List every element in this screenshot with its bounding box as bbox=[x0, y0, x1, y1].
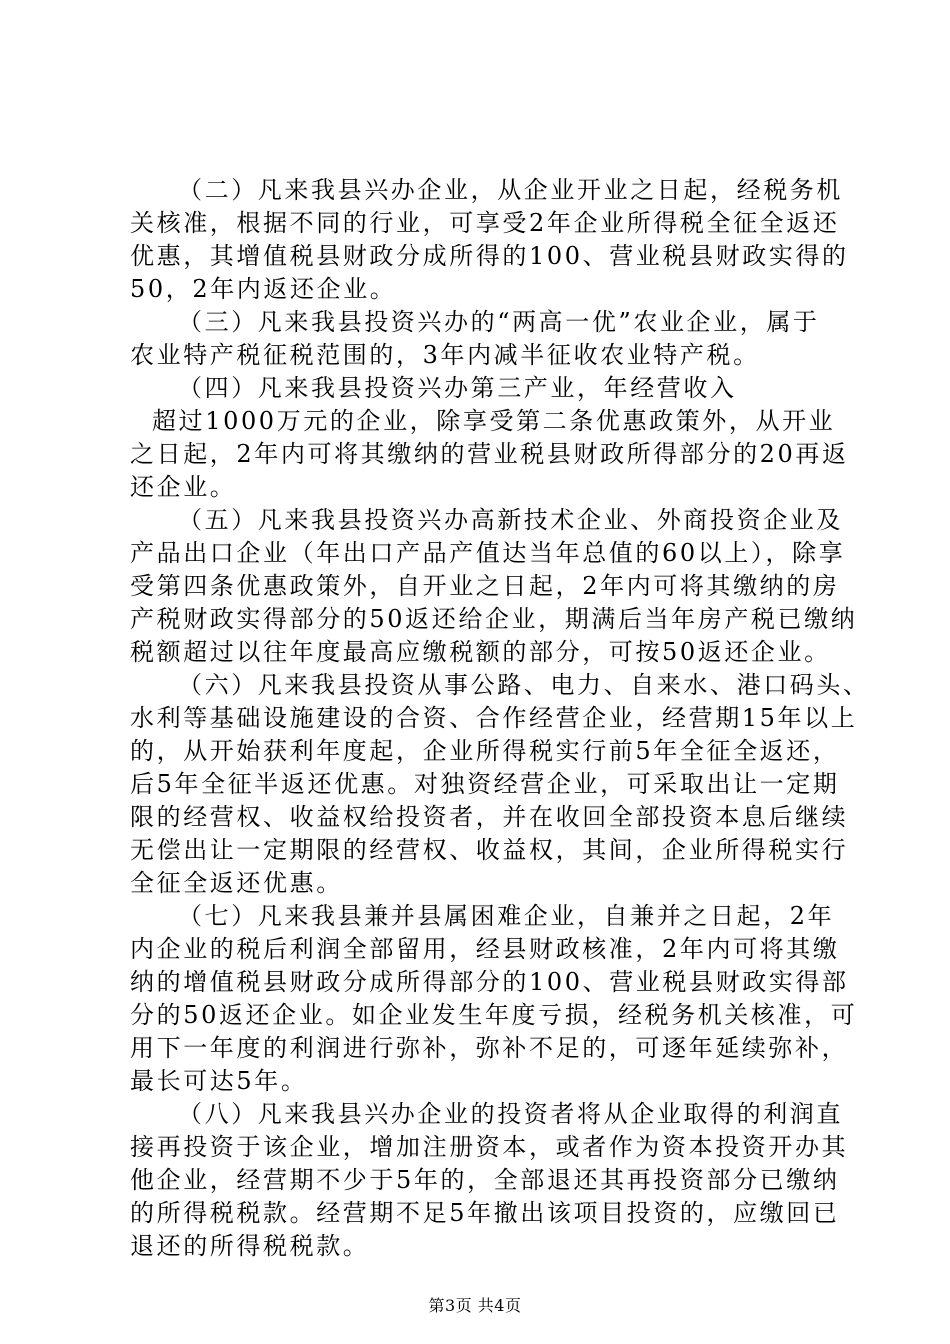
text-line: 退还的所得税税款。 bbox=[130, 1232, 370, 1260]
text-line: （七）凡来我县兼并县属困难企业，自兼并之日起，2年 bbox=[178, 902, 835, 930]
text-line: 50，2年内返还企业。 bbox=[130, 275, 397, 303]
text-line: 的，从开始获利年度起，企业所得税实行前5年全征全返还， bbox=[130, 737, 840, 765]
text-line: （二）凡来我县兴办企业，从企业开业之日起，经税务机 bbox=[178, 176, 843, 204]
text-line: 无偿出让一定期限的经营权、收益权，其间，企业所得税实行 bbox=[130, 836, 849, 864]
text-line: 接再投资于该企业，增加注册资本，或者作为资本投资开办其 bbox=[130, 1133, 849, 1161]
text-line: 产品出口企业（年出口产品产值达当年总值的60以上），除享 bbox=[130, 539, 846, 567]
text-line: 超过1000万元的企业，除享受第二条优惠政策外，从开业 bbox=[152, 407, 836, 435]
text-line: （三）凡来我县投资兴办的“两高一优”农业企业，属于 bbox=[178, 308, 820, 336]
text-line: 后5年全征半返还优惠。对独资经营企业，可采取出让一定期 bbox=[130, 770, 840, 798]
text-line: （四）凡来我县投资兴办第三产业，年经营收入 bbox=[178, 374, 737, 402]
text-line: （六）凡来我县投资从事公路、电力、自来水、港口码头、 bbox=[178, 671, 870, 699]
text-line: 水利等基础设施建设的合资、合作经营企业，经营期15年以上 bbox=[130, 704, 858, 732]
text-line: 农业特产税征税范围的，3年内减半征收农业特产税。 bbox=[130, 341, 760, 369]
text-line: 内企业的税后利润全部留用，经县财政核准，2年内可将其缴 bbox=[130, 935, 840, 963]
text-line: 他企业，经营期不少于5年的，全部退还其再投资部分已缴纳 bbox=[130, 1166, 840, 1194]
text-line: （八）凡来我县兴办企业的投资者将从企业取得的利润直 bbox=[178, 1100, 843, 1128]
text-line: 关核准，根据不同的行业，可享受2年企业所得税全征全返还 bbox=[130, 209, 840, 237]
text-line: 的所得税税款。经营期不足5年撤出该项目投资的，应缴回已 bbox=[130, 1199, 840, 1227]
text-line: 税额超过以往年度最高应缴税额的部分，可按50返还企业。 bbox=[130, 638, 831, 666]
text-line: 优惠，其增值税县财政分成所得的100、营业税县财政实得的 bbox=[130, 242, 849, 270]
page-number-footer: 第3页 共4页 bbox=[428, 1296, 522, 1315]
text-line: 分的50返还企业。如企业发生年度亏损，经税务机关核准，可 bbox=[130, 1001, 858, 1029]
text-line: 之日起，2年内可将其缴纳的营业税县财政所得部分的20再返 bbox=[130, 440, 849, 468]
text-line: 受第四条优惠政策外，自开业之日起，2年内可将其缴纳的房 bbox=[130, 572, 840, 600]
text-line: 限的经营权、收益权给投资者，并在收回全部投资本息后继续 bbox=[130, 803, 849, 831]
text-line: 全征全返还优惠。 bbox=[130, 869, 343, 897]
text-line: （五）凡来我县投资兴办高新技术企业、外商投资企业及 bbox=[178, 506, 843, 534]
text-line: 用下一年度的利润进行弥补，弥补不足的，可逐年延续弥补， bbox=[130, 1034, 849, 1062]
text-line: 最长可达5年。 bbox=[130, 1067, 308, 1095]
text-line: 产税财政实得部分的50返还给企业，期满后当年房产税已缴纳 bbox=[130, 605, 858, 633]
text-line: 纳的增值税县财政分成所得部分的100、营业税县财政实得部 bbox=[130, 968, 849, 996]
text-line: 还企业。 bbox=[130, 473, 237, 501]
